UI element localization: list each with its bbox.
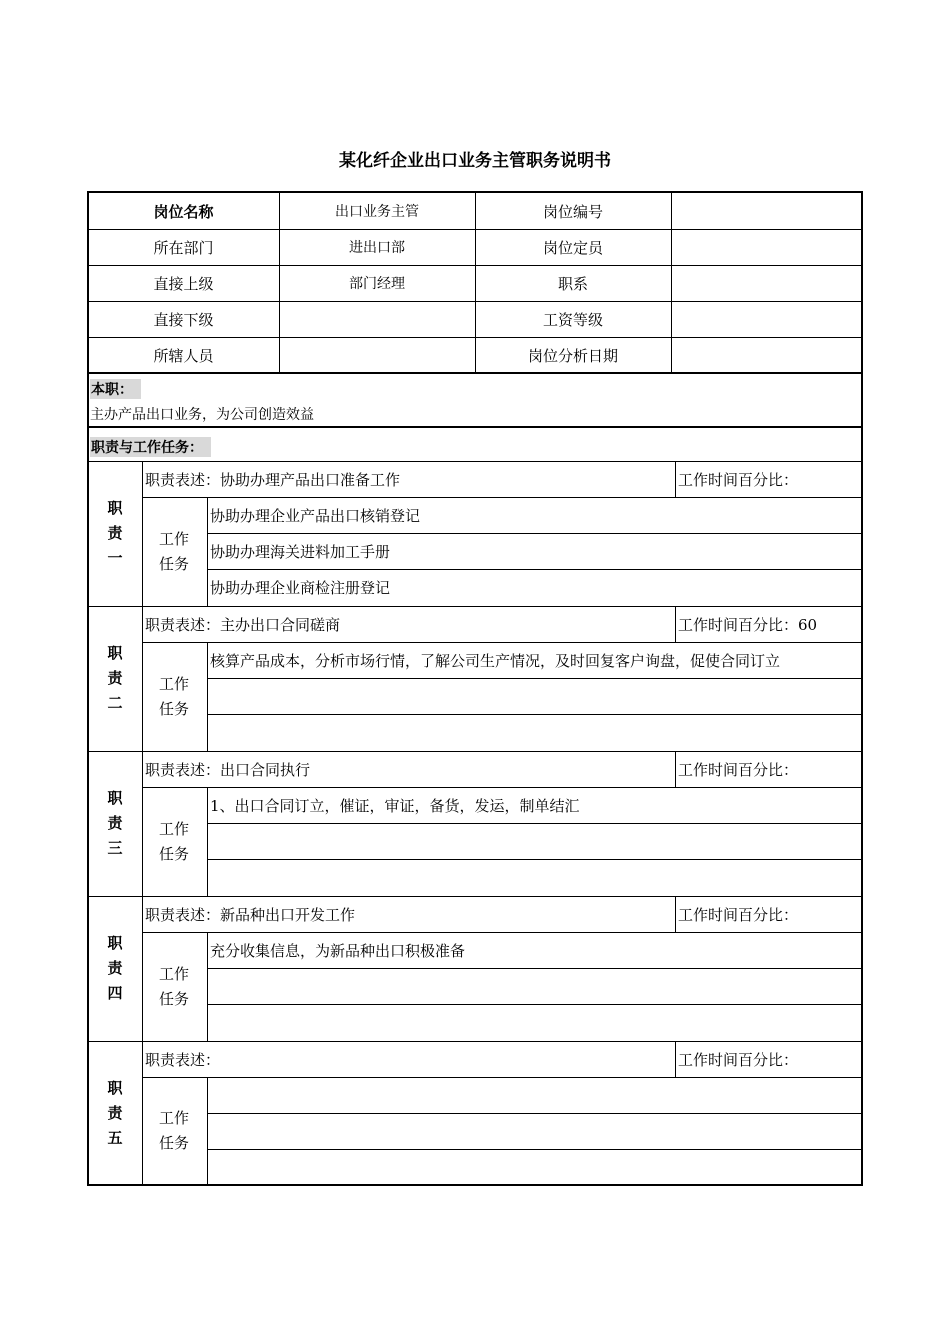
task-item xyxy=(207,714,865,750)
duty-number-label xyxy=(88,896,142,1041)
info-label: 岗位定员 xyxy=(542,238,603,257)
duty-number-char: 责 xyxy=(107,524,123,542)
table-rule xyxy=(671,193,672,373)
task-item xyxy=(207,1149,865,1185)
duty-number-char: 职 xyxy=(107,1078,123,1097)
duty-number-char: 职 xyxy=(107,934,123,952)
task-item: 充分收集信息，为新品种出口积极准备 xyxy=(210,941,466,960)
duty-description: 职责表述：协助办理产品出口准备工作 xyxy=(145,470,401,489)
duty-description: 职责表述：出口合同执行 xyxy=(145,760,311,779)
duty-number-char: 职 xyxy=(107,644,123,662)
main-duty-text: 主办产品出口业务，为公司创造效益 xyxy=(90,407,314,423)
work-task-label-text: 工作 xyxy=(158,964,189,983)
table-rule xyxy=(88,426,862,428)
work-task-label xyxy=(142,642,206,751)
task-item xyxy=(207,823,865,859)
table-rule xyxy=(475,193,476,373)
info-value xyxy=(279,301,475,337)
task-item: 核算产品成本，分析市场行情，了解公司生产情况，及时回复客户询盘，促使合同订立 xyxy=(210,651,781,670)
work-task-label xyxy=(142,932,206,1041)
work-task-label-text: 任务 xyxy=(158,554,189,573)
table-rule xyxy=(675,1041,676,1077)
work-task-label-text: 工作 xyxy=(158,1109,189,1127)
duty-time-percent: 工作时间百分比： xyxy=(678,1050,799,1069)
info-value xyxy=(671,301,862,337)
info-label: 工资等级 xyxy=(542,310,603,329)
table-rule xyxy=(279,193,280,373)
work-task-label xyxy=(142,497,206,606)
duty-description: 职责表述：主办出口合同磋商 xyxy=(145,615,341,634)
work-task-label-text: 任务 xyxy=(158,989,189,1008)
duty-number-label xyxy=(88,1041,142,1185)
duty-description: 职责表述： xyxy=(145,1050,221,1069)
work-task-label-text: 任务 xyxy=(158,699,189,718)
duty-number-char: 三 xyxy=(107,839,123,857)
table-rule xyxy=(675,606,676,642)
task-item xyxy=(207,859,865,895)
duty-number-label xyxy=(88,751,142,896)
duty-number-label xyxy=(88,461,142,606)
duty-time-percent: 工作时间百分比： xyxy=(678,905,799,924)
info-label: 直接上级 xyxy=(153,274,214,293)
info-label: 所在部门 xyxy=(153,238,214,257)
table-rule xyxy=(88,372,862,374)
duty-number-char: 职 xyxy=(107,499,123,517)
work-task-label-text: 工作 xyxy=(158,529,189,548)
info-value: 进出口部 xyxy=(349,240,405,256)
info-label: 岗位名称 xyxy=(153,202,214,221)
info-label: 岗位分析日期 xyxy=(527,346,618,365)
duty-number-label xyxy=(88,606,142,751)
info-value xyxy=(279,337,475,373)
duties-section-label: 职责与工作任务： xyxy=(90,437,211,457)
task-item xyxy=(207,1077,865,1113)
main-duty-label: 本职： xyxy=(90,379,141,399)
document-title: 某化纤企业出口业务主管职务说明书 xyxy=(339,151,611,171)
work-task-label-text: 工作 xyxy=(158,819,189,838)
task-item xyxy=(207,1004,865,1040)
duty-description: 职责表述：新品种出口开发工作 xyxy=(145,905,356,924)
info-label: 职系 xyxy=(557,274,588,293)
duty-number-char: 一 xyxy=(107,549,123,567)
info-value: 部门经理 xyxy=(349,276,405,292)
duty-time-percent: 工作时间百分比： xyxy=(678,760,799,779)
task-item: 协助办理企业产品出口核销登记 xyxy=(210,506,421,525)
work-task-label xyxy=(142,1077,206,1185)
info-value xyxy=(671,193,862,229)
task-item xyxy=(207,1113,865,1149)
info-label: 岗位编号 xyxy=(542,202,603,221)
duty-number-char: 责 xyxy=(107,1103,123,1122)
duty-number-char: 责 xyxy=(107,669,123,687)
info-value xyxy=(671,337,862,373)
task-item xyxy=(207,678,865,714)
table-rule xyxy=(675,751,676,787)
duty-number-char: 五 xyxy=(107,1128,123,1147)
duty-time-percent: 工作时间百分比：60 xyxy=(678,615,818,634)
duty-number-char: 责 xyxy=(107,814,123,832)
work-task-label-text: 工作 xyxy=(158,674,189,693)
work-task-label-text: 任务 xyxy=(158,1134,189,1152)
task-item: 协助办理企业商检注册登记 xyxy=(210,578,391,597)
table-rule xyxy=(675,461,676,497)
work-task-label xyxy=(142,787,206,896)
duty-time-percent: 工作时间百分比： xyxy=(678,470,799,489)
work-task-label-text: 任务 xyxy=(158,844,189,863)
duty-number-char: 责 xyxy=(107,959,123,977)
info-value: 出口业务主管 xyxy=(335,204,419,220)
info-value xyxy=(671,265,862,301)
info-label: 直接下级 xyxy=(153,310,214,329)
task-item: 协助办理海关进料加工手册 xyxy=(210,542,391,561)
info-label: 所辖人员 xyxy=(153,346,214,365)
duty-number-char: 四 xyxy=(107,984,123,1002)
duty-number-char: 职 xyxy=(107,789,123,807)
task-item: 1、出口合同订立，催证，审证，备货，发运，制单结汇 xyxy=(210,796,580,815)
task-item xyxy=(207,968,865,1004)
table-rule xyxy=(675,896,676,932)
duty-number-char: 二 xyxy=(107,694,123,712)
info-value xyxy=(671,229,862,265)
